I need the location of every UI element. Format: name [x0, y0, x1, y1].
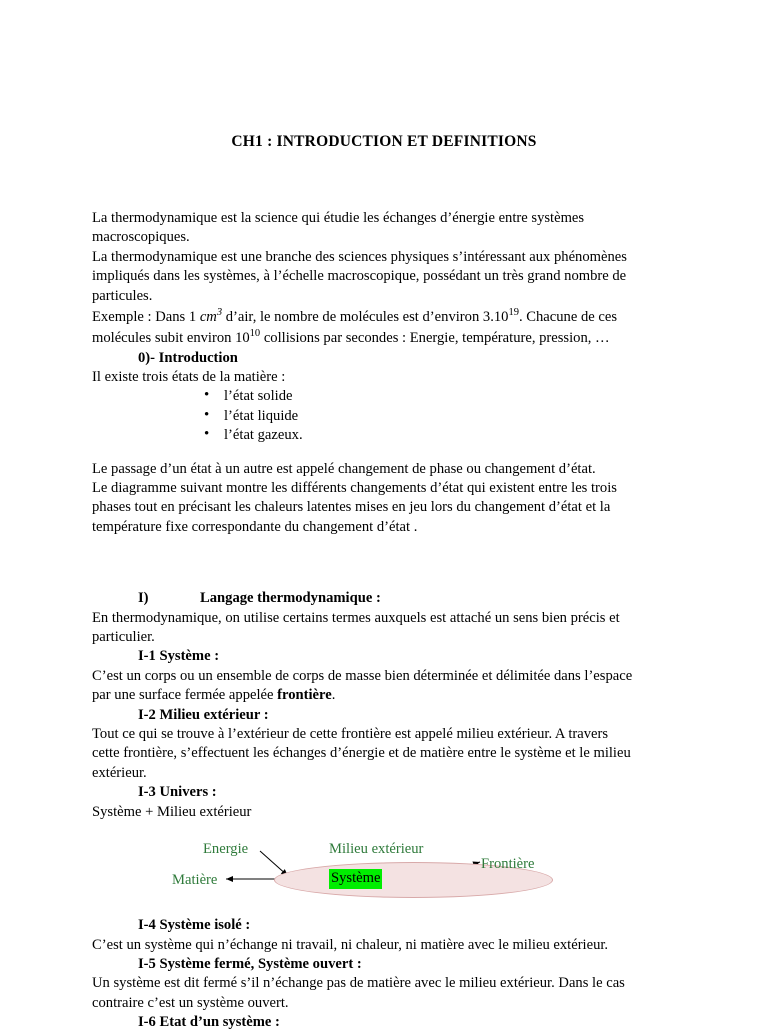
subsection-i5-line-2: contraire c’est un système ouvert. [92, 994, 289, 1011]
section-0-paragraph-1: Le passage d’un état à un autre est appelé changement de phase ou changement d’état. [92, 460, 596, 477]
section-0-heading: 0)- Introduction [138, 349, 238, 366]
subsection-i1-line-2-end: . [331, 687, 336, 704]
subsection-i2-heading: I-2 Milieu extérieur : [138, 706, 269, 723]
states-list [92, 387, 676, 445]
example-exponent-19: 19 [508, 307, 519, 319]
spacer [92, 446, 676, 460]
example-text-d: molécules subit environ 10 [92, 330, 250, 347]
subsection-i2-line-2: cette frontière, s’effectuent les échanges d’énergie et de matière entre le système et le milieu [92, 745, 631, 762]
section-0-paragraph-2-line-3: température fixe correspondante du changement d’état . [92, 518, 418, 535]
page-title: CH1 : INTRODUCTION ET DEFINITIONS [231, 133, 537, 150]
section-1-number: I) [138, 590, 149, 607]
intro-paragraph-2-line-1: La thermodynamique est une branche des sciences physiques s’intéressant aux phénomènes [92, 248, 627, 265]
spacer [92, 537, 676, 589]
subsection-i1-heading: I-1 Système : [138, 648, 220, 665]
example-text-e: collisions par secondes : Energie, température, pression, … [260, 330, 610, 347]
frontiere-emphasis: frontière [277, 687, 332, 704]
subsection-i1-line-2 [92, 686, 676, 705]
section-0-paragraph-2-line-1: Le diagramme suivant montre les différents changements d’état qui existent entre les trois [92, 480, 617, 496]
diagram-label-frontiere: Frontière [481, 856, 535, 873]
diagram-label-matiere: Matière [172, 872, 218, 889]
intro-paragraph-1-line-1: La thermodynamique est la science qui étudie les échanges d’énergie entre systèmes [92, 210, 585, 226]
example-unit-exponent: 3 [216, 307, 223, 319]
system-diagram [92, 838, 676, 910]
example-line-2 [92, 327, 676, 348]
section-1-paragraph-line-2: particulier. [92, 629, 155, 646]
document-body [92, 209, 676, 1033]
subsection-i3-line-1: Système + Milieu extérieur [92, 803, 252, 820]
example-unit: cm [199, 308, 217, 325]
section-1-heading [138, 589, 676, 608]
subsection-i2-line-3: extérieur. [92, 764, 147, 781]
subsection-i3-heading: I-3 Univers : [138, 784, 217, 801]
section-1-title: Langage thermodynamique : [200, 590, 381, 607]
section-0-paragraph-2-line-2: phases tout en précisant les chaleurs latentes mises en jeu lors du changement d’état et la [92, 499, 611, 516]
diagram-label-systeme: Système [329, 869, 382, 888]
list-item: • l’état gazeux. [92, 426, 676, 445]
intro-paragraph-2-line-2: impliqués dans les systèmes, à l’échelle macroscopique, possédant un très grand nombre de [92, 268, 627, 285]
subsection-i6-heading: I-6 Etat d’un système : [138, 1014, 280, 1031]
subsection-i1-line-2-text: par une surface fermée appelée [92, 687, 278, 704]
subsection-i5-line-1: Un système est dit fermé s’il n’échange pas de matière avec le milieu extérieur. Dans le cas [92, 975, 625, 992]
example-exponent-10: 10 [249, 328, 261, 340]
diagram-label-milieu-exterieur: Milieu extérieur [329, 841, 424, 858]
example-line-1 [92, 306, 676, 327]
example-text-b: d’air, le nombre de molécules est d’environ 3.10 [222, 308, 509, 325]
subsection-i2-line-1: Tout ce qui se trouve à l’extérieur de cette frontière est appelé milieu extérieur. A travers [92, 726, 609, 743]
list-item: • l’état liquide [92, 407, 676, 426]
section-1-paragraph-line-1: En thermodynamique, on utilise certains termes auxquels est attaché un sens bien précis et [92, 609, 620, 626]
subsection-i4-heading: I-4 Système isolé : [138, 917, 251, 934]
subsection-i4-line-1: C’est un système qui n’échange ni travail, ni chaleur, ni matière avec le milieu extérieur. [92, 936, 609, 953]
diagram-label-energie: Energie [203, 841, 249, 858]
intro-paragraph-2-line-3: particules. [92, 287, 153, 304]
subsection-i1-line-1: C’est un corps ou un ensemble de corps de masse bien déterminée et délimitée dans l’espace [92, 667, 633, 684]
list-item: • l’état solide [92, 387, 676, 406]
subsection-i5-heading: I-5 Système fermé, Système ouvert : [138, 955, 362, 972]
example-text-a: Exemple : Dans 1 [92, 308, 200, 325]
section-0-lead: Il existe trois états de la matière : [92, 368, 286, 385]
example-text-c: . Chacune de ces [518, 308, 617, 325]
intro-paragraph-1-line-2: macroscopiques. [92, 229, 190, 246]
